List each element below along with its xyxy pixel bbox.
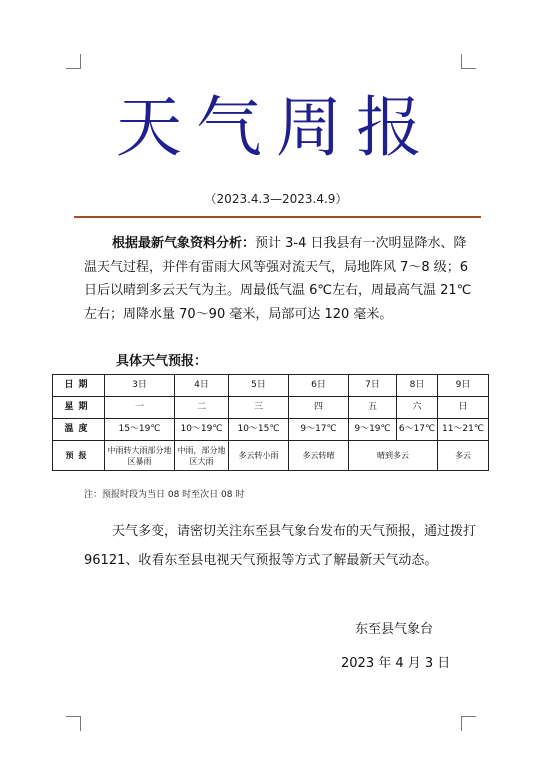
weekday-cell: 一 [105,397,175,419]
publication-date: 2023 年 4 月 3 日 [341,656,451,671]
forecast-cell: 多云转小雨 [229,441,289,471]
title-divider [74,216,481,218]
temperature-cell: 11～21℃ [438,419,489,441]
forecast-table [52,374,489,471]
temperature-cell: 15～19℃ [105,419,175,441]
date-cell: 3日 [105,375,175,397]
forecast-subheading: 具体天气预报： [116,354,208,369]
date-range: （2023.4.3—2023.4.9） [204,192,348,206]
forecast-cell: 中雨转大雨部分地区暴雨 [105,441,175,471]
temperature-cell: 6～17℃ [397,419,438,441]
forecast-note: 注：预报时段为当日 08 时至次日 08 时 [84,490,245,500]
forecast-cell: 多云转晴 [289,441,349,471]
analysis-body: 预计 3-4 日我县有一次明显降水、降温天气过程，并伴有雷雨大风等强对流天气，局地阵风 7～8 级；6 日后以晴到多云天气为主。周最低气温 6℃左右，周最高气温 21℃左右；周降水量 70～90 毫米，局部可达 120 毫米。 [84,236,472,322]
page-corner-mark-bottom-left [66,716,81,731]
analysis-lead: 根据最新气象资料分析： [112,236,256,251]
date-cell: 7日 [349,375,397,397]
weekday-cell: 六 [397,397,438,419]
row-label-forecast: 预报 [53,441,105,471]
row-label-date: 日期 [53,375,105,397]
temperature-cell: 10～19℃ [175,419,229,441]
page-corner-mark-top-right [461,54,476,69]
date-cell: 9日 [438,375,489,397]
page-corner-mark-bottom-right [461,716,476,731]
analysis-paragraph [84,232,474,326]
table-row-forecast [53,441,489,471]
row-label-temperature: 温度 [53,419,105,441]
forecast-cell: 中雨，部分地区大雨 [175,441,229,471]
date-cell: 8日 [397,375,438,397]
temperature-cell: 9～17℃ [289,419,349,441]
date-cell: 5日 [229,375,289,397]
temperature-cell: 10～15℃ [229,419,289,441]
weekday-cell: 日 [438,397,489,419]
issuing-organization: 东至县气象台 [355,622,434,637]
closing-paragraph: 天气多变，请密切关注东至县气象台发布的天气预报，通过拨打 96121、收看东至县电视天气预报等方式了解最新天气动态。 [84,524,477,568]
page-corner-mark-top-left [66,54,81,69]
weekday-cell: 二 [175,397,229,419]
weekday-cell: 五 [349,397,397,419]
table-row-dates [53,375,489,397]
table-row-weekdays [53,397,489,419]
weekday-cell: 四 [289,397,349,419]
weekday-cell: 三 [229,397,289,419]
date-cell: 4日 [175,375,229,397]
forecast-cell: 多云 [438,441,489,471]
forecast-cell: 晴到多云 [349,441,438,471]
date-cell: 6日 [289,375,349,397]
table-row-temperature [53,419,489,441]
row-label-weekday: 星期 [53,397,105,419]
report-title: 天气周报 [116,89,436,166]
temperature-cell: 9～19℃ [349,419,397,441]
